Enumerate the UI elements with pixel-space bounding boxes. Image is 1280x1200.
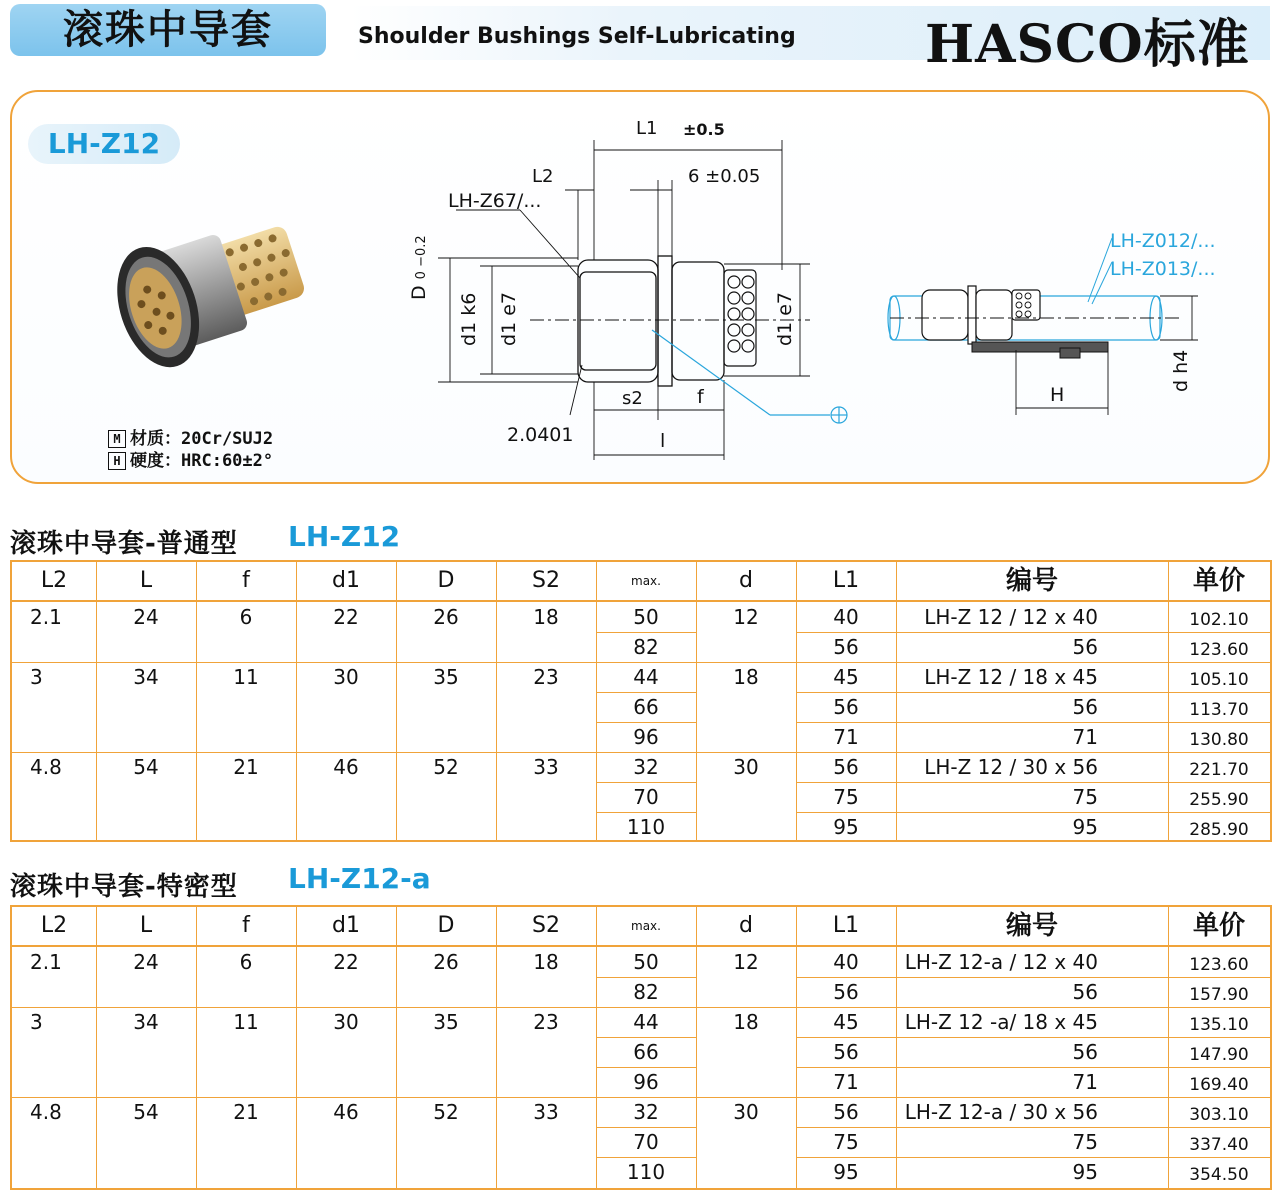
cell-price: 157.90 [1189,985,1249,1005]
cell-price: 135.10 [1189,1015,1249,1035]
column-header: L2 [40,568,68,593]
column-header: max. [631,919,661,933]
cell-d: 35 [433,665,459,689]
column-header: 编号 [1005,911,1058,941]
cell-d: 52 [433,755,459,779]
cell-part-code: 75 [1072,1130,1098,1154]
column-header: d1 [332,913,360,938]
column-header: L [139,913,153,938]
cell-max: 96 [633,1070,659,1094]
cell-d1: 22 [333,605,359,629]
product-photo-illustration [110,195,330,380]
section-code-precision: LH-Z12-a [288,862,431,895]
cell-part-code: LH-Z 12 -a/ 18 x 45 [904,1010,1098,1034]
table-header-row [12,907,1270,947]
part-ref-lh-z67: LH-Z67/... [448,190,542,212]
cell-l1: 56 [833,1040,859,1064]
dim-six-tolerance: 6 ±0.05 [688,166,761,187]
cell-s2: 18 [533,950,559,974]
cell-l1: 75 [833,785,859,809]
cell-s2: 23 [533,665,559,689]
cell-max: 50 [633,605,659,629]
cell-l1: 56 [833,635,859,659]
cell-l1: 95 [833,815,859,839]
cell-part-code: 56 [1072,980,1098,1004]
cell-l1: 71 [833,725,859,749]
cell-l2: 4.8 [30,1100,62,1124]
cell-d1: 46 [333,1100,359,1124]
cell-price: 113.70 [1189,700,1249,720]
cell-s2: 33 [533,1100,559,1124]
cell-s2: 18 [533,605,559,629]
cell-part-code: LH-Z 12-a / 12 x 40 [904,950,1098,974]
section-heading-standard: 滚珠中导套-普通型 [10,529,238,559]
table-header-row [12,562,1270,602]
cell-f: 11 [233,665,259,689]
cell-f: 21 [233,1100,259,1124]
cell-l: 34 [133,665,159,689]
cell-d: 26 [433,605,459,629]
column-header: d [739,568,753,593]
column-header: 单价 [1192,566,1245,596]
column-header: L2 [40,913,68,938]
cell-d: 18 [733,665,759,689]
material-marker: M [108,430,126,448]
model-label: LH-Z12 [47,127,161,160]
column-header: L1 [832,913,860,938]
cell-l1: 40 [833,605,859,629]
reference-number: 2.0401 [507,424,574,446]
cell-l1: 75 [833,1130,859,1154]
technical-drawing [380,110,880,470]
cell-price: 169.40 [1189,1075,1249,1095]
assembly-drawing [880,220,1210,430]
dim-d1-e7-right: d1 e7 [774,292,796,346]
column-header: f [242,913,250,938]
cell-price: 255.90 [1189,790,1249,810]
cell-l: 54 [133,755,159,779]
column-header: max. [631,574,661,588]
column-header: D [437,913,455,938]
column-header: S2 [532,568,560,593]
cell-l2: 2.1 [30,605,62,629]
cell-price: 285.90 [1189,820,1249,840]
cell-d: 12 [733,950,759,974]
cell-part-code: 75 [1072,785,1098,809]
page-title: 滚珠中导套 [63,7,273,53]
cell-l2: 4.8 [30,755,62,779]
cell-l1: 56 [833,980,859,1004]
hardness-line [108,446,273,471]
price-table-precision [10,905,1272,1190]
material-text: 材质：20Cr/SUJ2 [130,429,274,449]
column-header: S2 [532,913,560,938]
column-header: 编号 [1005,566,1058,596]
cell-price: 354.50 [1189,1165,1249,1185]
cell-max: 66 [633,1040,659,1064]
cell-price: 337.40 [1189,1135,1249,1155]
column-header: 单价 [1192,911,1245,941]
cell-d: 35 [433,1010,459,1034]
cell-l1: 71 [833,1070,859,1094]
column-header: D [437,568,455,593]
cell-d1: 30 [333,1010,359,1034]
cell-max: 66 [633,695,659,719]
dim-d1-k6: d1 k6 [458,292,480,346]
column-header: d [739,913,753,938]
cell-l1: 95 [833,1160,859,1184]
cell-part-code: LH-Z 12-a / 30 x 56 [904,1100,1098,1124]
cell-f: 6 [239,605,253,629]
cell-max: 110 [626,815,666,839]
cell-max: 44 [633,1010,659,1034]
column-header: d1 [332,568,360,593]
section-heading-precision: 滚珠中导套-特密型 [10,872,238,902]
cell-d1: 46 [333,755,359,779]
cell-d: 30 [733,755,759,779]
cell-f: 11 [233,1010,259,1034]
cell-d1: 22 [333,950,359,974]
cell-l2: 2.1 [30,950,62,974]
dim-d1-e7-left: d1 e7 [498,292,520,346]
cell-l1: 56 [833,1100,859,1124]
cell-d: 18 [733,1010,759,1034]
cell-max: 32 [633,1100,659,1124]
cell-price: 303.10 [1189,1105,1249,1125]
cell-s2: 23 [533,1010,559,1034]
cell-f: 6 [239,950,253,974]
cell-l: 54 [133,1100,159,1124]
cell-l1: 45 [833,1010,859,1034]
cell-price: 102.10 [1189,610,1249,630]
cell-part-code: LH-Z 12 / 18 x 45 [924,665,1098,689]
price-table-standard [10,560,1272,842]
cell-d: 52 [433,1100,459,1124]
dim-L1: L1 [636,118,658,139]
dim-D-tolerance: 0 −0.2 [414,235,429,280]
part-ref-lh-z013: LH-Z013/... [1110,258,1216,280]
dim-H: H [1050,384,1065,406]
cell-max: 50 [633,950,659,974]
cell-d: 26 [433,950,459,974]
cell-l: 24 [133,950,159,974]
dim-L1-tolerance: ±0.5 [683,120,725,139]
cell-part-code: 71 [1072,725,1098,749]
cell-f: 21 [233,755,259,779]
cell-l1: 45 [833,665,859,689]
cell-l1: 40 [833,950,859,974]
section-code-standard: LH-Z12 [288,520,401,553]
dim-f: f [697,386,704,408]
cell-price: 130.80 [1189,730,1249,750]
cell-l1: 56 [833,755,859,779]
hardness-marker: H [108,452,126,470]
dim-l: l [660,430,666,452]
column-header: L1 [832,568,860,593]
cell-l2: 3 [30,665,43,689]
cell-price: 105.10 [1189,670,1249,690]
cell-part-code: 71 [1072,1070,1098,1094]
cell-max: 32 [633,755,659,779]
cell-price: 147.90 [1189,1045,1249,1065]
column-header: f [242,568,250,593]
cell-max: 44 [633,665,659,689]
column-header: L [139,568,153,593]
cell-max: 70 [633,785,659,809]
dim-L2: L2 [532,166,554,187]
cell-max: 96 [633,725,659,749]
cell-l2: 3 [30,1010,43,1034]
cell-part-code: 56 [1072,635,1098,659]
cell-max: 70 [633,1130,659,1154]
cell-d: 30 [733,1100,759,1124]
dim-D-symbol: D [408,285,430,300]
dim-D [408,235,430,300]
page-subtitle: Shoulder Bushings Self-Lubricating [358,24,796,49]
cell-d1: 30 [333,665,359,689]
hardness-text: 硬度：HRC:60±2° [130,451,274,471]
dim-s2: s2 [622,388,643,409]
cell-max: 110 [626,1160,666,1184]
cell-l: 34 [133,1010,159,1034]
cell-d: 12 [733,605,759,629]
cell-max: 82 [633,635,659,659]
cell-price: 221.70 [1189,760,1249,780]
cell-part-code: LH-Z 12 / 12 x 40 [924,605,1098,629]
cell-part-code: LH-Z 12 / 30 x 56 [924,755,1098,779]
cell-part-code: 95 [1072,815,1098,839]
dim-d-h4: d h4 [1170,349,1192,392]
cell-part-code: 56 [1072,695,1098,719]
cell-part-code: 95 [1072,1160,1098,1184]
cell-price: 123.60 [1189,640,1249,660]
cell-part-code: 56 [1072,1040,1098,1064]
cell-price: 123.60 [1189,955,1249,975]
cell-s2: 33 [533,755,559,779]
cell-l: 24 [133,605,159,629]
brand-name: HASCO标准 [925,14,1250,75]
cell-l1: 56 [833,695,859,719]
cell-max: 82 [633,980,659,1004]
part-ref-lh-z012: LH-Z012/... [1110,230,1216,252]
